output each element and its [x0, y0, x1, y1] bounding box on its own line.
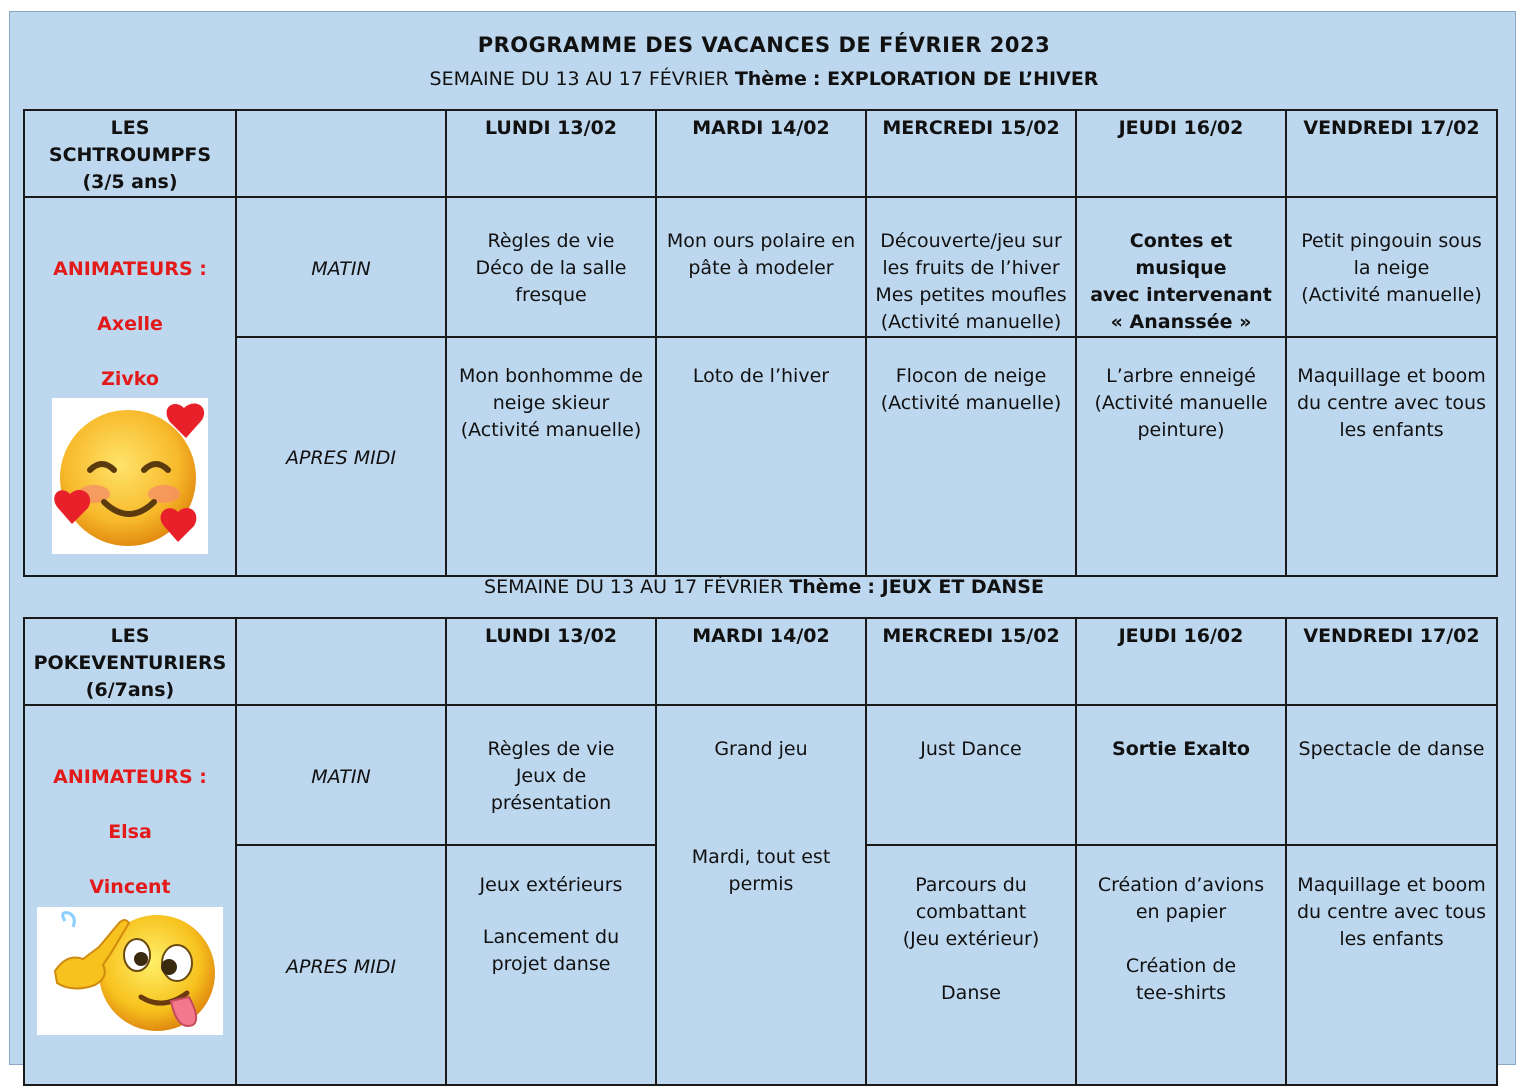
activity-line: (Activité manuelle) — [1301, 284, 1482, 306]
activity-line: (Activité manuelle) — [880, 311, 1062, 333]
activity-cell — [1076, 197, 1286, 337]
day-header: VENDREDI 17/02 — [1286, 110, 1497, 197]
activity-line: Petit pingouin sous — [1301, 230, 1482, 252]
activity-line: la neige — [1353, 257, 1430, 279]
activity-line: Jeux de — [515, 765, 587, 787]
activity-line: Jeux extérieurs — [479, 874, 623, 896]
activity-line: pâte à modeler — [688, 257, 834, 279]
empty-header-cell — [236, 618, 446, 705]
activity-line: présentation — [490, 792, 612, 814]
activity-line: (Jeu extérieur) — [902, 928, 1040, 950]
activity-line: L’arbre enneigé — [1106, 365, 1256, 387]
week-2-heading — [0, 576, 1528, 598]
activity-line: Mon bonhomme de — [459, 365, 643, 387]
activity-cell — [1076, 845, 1286, 1085]
activity-cell — [1076, 705, 1286, 845]
day-header: MERCREDI 15/02 — [866, 110, 1076, 197]
activity-cell — [1286, 197, 1497, 337]
activity-line: neige skieur — [492, 392, 610, 414]
slot-matin: MATIN — [236, 197, 446, 337]
activity-cell — [1286, 705, 1497, 845]
activity-line: Parcours du — [915, 874, 1027, 896]
activity-line: fresque — [515, 284, 587, 306]
animateurs-label: ANIMATEURS : — [53, 766, 207, 788]
week-2-theme: : JEUX ET DANSE — [867, 576, 1044, 598]
activity-line: Grand jeu — [714, 738, 808, 760]
animateur-name: Zivko — [101, 368, 159, 390]
week-1-heading — [0, 68, 1528, 90]
week-2-label: SEMAINE DU 13 AU 17 FÉVRIER — [484, 576, 784, 598]
activity-line: du centre avec tous — [1297, 901, 1486, 923]
animateurs-label: ANIMATEURS : — [53, 258, 207, 280]
activity-line: (Activité manuelle) — [880, 392, 1062, 414]
activity-line: Mardi, tout est — [691, 846, 831, 868]
day-header: JEUDI 16/02 — [1076, 110, 1286, 197]
activity-line: Lancement du — [482, 926, 620, 948]
activity-cell — [866, 337, 1076, 576]
animateur-name: Axelle — [97, 313, 163, 335]
activity-line: Spectacle de danse — [1298, 738, 1485, 760]
activity-cell — [1076, 337, 1286, 576]
activity-cell-tuesday — [656, 705, 866, 1085]
activity-cell — [446, 845, 656, 1085]
activity-cell — [866, 705, 1076, 845]
activity-line: les enfants — [1339, 419, 1444, 441]
activity-cell — [446, 705, 656, 845]
activity-line: (Activité manuelle) — [460, 419, 642, 441]
smiling-face-with-hearts-icon — [52, 398, 208, 554]
group-line: POKEVENTURIERS — [33, 652, 227, 674]
week-2-theme-word: Thème — [789, 576, 862, 598]
activity-line: Mes petites moufles — [875, 284, 1067, 306]
activity-line: Déco de la salle — [475, 257, 627, 279]
activity-line: projet danse — [491, 953, 611, 975]
activity-line: Danse — [941, 982, 1001, 1004]
zany-face-icon — [37, 907, 223, 1035]
activity-line: (Activité manuelle — [1094, 392, 1268, 414]
schedule-table-week-1 — [23, 109, 1498, 577]
schedule-table-week-2 — [23, 617, 1498, 1086]
group-line: (6/7ans) — [85, 679, 175, 701]
activity-cell — [1286, 337, 1497, 576]
animateurs-cell — [24, 197, 236, 576]
week-1-theme: : EXPLORATION DE L’HIVER — [812, 68, 1099, 90]
slot-apres-midi: APRES MIDI — [236, 845, 446, 1085]
day-header: MERCREDI 15/02 — [866, 618, 1076, 705]
activity-line: Mon ours polaire en — [666, 230, 856, 252]
week-1-label: SEMAINE DU 13 AU 17 FÉVRIER — [429, 68, 729, 90]
day-header: LUNDI 13/02 — [446, 618, 656, 705]
activity-line: Règles de vie — [487, 738, 615, 760]
group-name-cell — [24, 110, 236, 197]
day-header: LUNDI 13/02 — [446, 110, 656, 197]
activity-line: Flocon de neige — [895, 365, 1047, 387]
activity-line: Création d’avions — [1097, 874, 1265, 896]
activity-line: Contes et musique — [1129, 230, 1233, 279]
animateurs-cell — [24, 705, 236, 1085]
activity-line: peinture) — [1137, 419, 1225, 441]
activity-line: combattant — [915, 901, 1027, 923]
activity-line: permis — [728, 873, 794, 895]
activity-cell — [866, 845, 1076, 1085]
activity-line: avec intervenant — [1090, 284, 1272, 306]
day-header: MARDI 14/02 — [656, 618, 866, 705]
animateur-name: Vincent — [89, 876, 171, 898]
activity-line: en papier — [1135, 901, 1227, 923]
activity-cell — [1286, 845, 1497, 1085]
activity-line: Création de — [1125, 955, 1237, 977]
activity-line: Découverte/jeu sur — [880, 230, 1062, 252]
activity-line: tee-shirts — [1135, 982, 1227, 1004]
activity-line: Sortie Exalto — [1112, 738, 1250, 760]
group-line: LES — [110, 117, 150, 139]
activity-line: les fruits de l’hiver — [882, 257, 1060, 279]
activity-line: « Ananssée » — [1110, 311, 1252, 333]
day-header: MARDI 14/02 — [656, 110, 866, 197]
activity-cell — [656, 337, 866, 576]
group-line: SCHTROUMPFS — [48, 144, 212, 166]
group-line: LES — [110, 625, 150, 647]
activity-cell — [446, 337, 656, 576]
group-line: (3/5 ans) — [82, 171, 178, 193]
activity-cell — [656, 197, 866, 337]
activity-line: Règles de vie — [487, 230, 615, 252]
activity-line: Just Dance — [920, 738, 1022, 760]
day-header: VENDREDI 17/02 — [1286, 618, 1497, 705]
empty-header-cell — [236, 110, 446, 197]
activity-line: Loto de l’hiver — [692, 365, 830, 387]
week-1-theme-word: Thème — [734, 68, 807, 90]
slot-apres-midi: APRES MIDI — [236, 337, 446, 576]
activity-cell — [866, 197, 1076, 337]
day-header: JEUDI 16/02 — [1076, 618, 1286, 705]
activity-line: les enfants — [1339, 928, 1444, 950]
activity-line: du centre avec tous — [1297, 392, 1486, 414]
group-name-cell — [24, 618, 236, 705]
page-title: PROGRAMME DES VACANCES DE FÉVRIER 2023 — [477, 33, 1051, 57]
activity-line: Maquillage et boom — [1297, 365, 1486, 387]
animateur-name: Elsa — [108, 821, 152, 843]
slot-matin: MATIN — [236, 705, 446, 845]
activity-cell — [446, 197, 656, 337]
activity-line: Maquillage et boom — [1297, 874, 1486, 896]
